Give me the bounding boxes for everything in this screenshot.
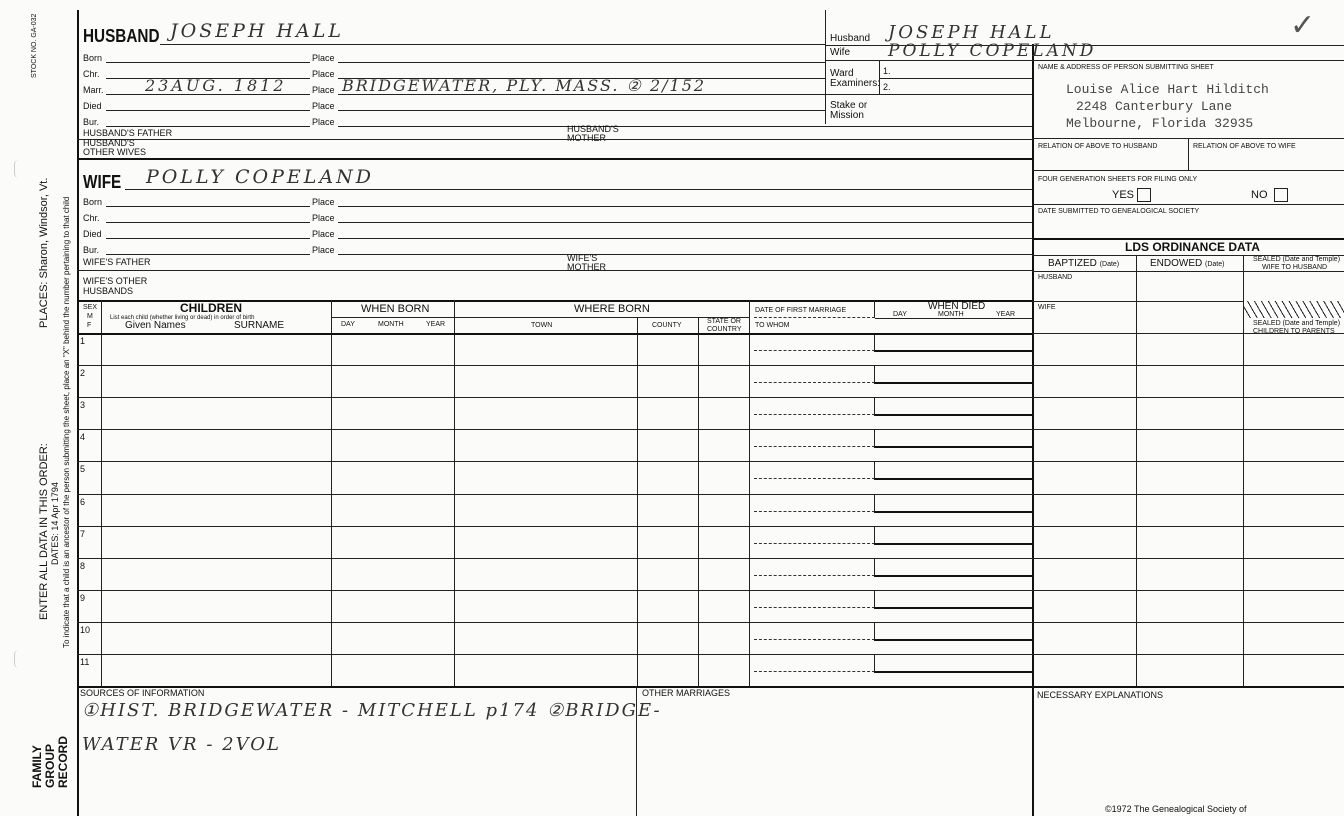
wife-chr-label: Chr.: [83, 213, 100, 223]
wife-died-place-label: Place: [312, 229, 335, 239]
col-state-l1: STATE OR: [707, 318, 741, 325]
wife-died-line: [106, 238, 310, 239]
col-died-year: YEAR: [996, 311, 1016, 318]
col-div-state: [749, 300, 750, 686]
child-row-number: 6: [80, 497, 86, 507]
col-when-died: WHEN DIED: [928, 301, 986, 312]
child-marriage-dash: [754, 511, 875, 512]
punch-hole-bottom: [14, 650, 23, 668]
record-title-line3: RECORD: [56, 735, 70, 788]
lds-baptized-date: (Date): [1099, 261, 1120, 268]
dates-note: DATES: 14 Apr 1794: [50, 482, 60, 565]
husband-born-place-line: [338, 62, 825, 63]
col-div-marriage: [874, 300, 875, 318]
husband-marr-date-handwritten: 23AUG. 1812: [145, 76, 287, 95]
col-sex-f: F: [87, 322, 92, 329]
copyright: ©1972 The Genealogical Society of: [1105, 804, 1247, 814]
wife-mother-label-l2: MOTHER: [567, 262, 606, 272]
husband-chr-place-label: Place: [312, 69, 335, 79]
wife-bur-place-label: Place: [312, 245, 335, 255]
wife-chr-line: [106, 222, 310, 223]
submitter-label: NAME & ADDRESS OF PERSON SUBMITTING SHEET: [1038, 64, 1214, 71]
col-town: TOWN: [531, 322, 553, 329]
date-submitted-label: DATE SUBMITTED TO GENEALOGICAL SOCIETY: [1038, 208, 1200, 215]
wife-born-place-line: [338, 206, 1032, 207]
col-div-town: [637, 317, 638, 686]
husband-born-label: Born: [83, 53, 103, 63]
places-note: PLACES: Sharon, Windsor, Vt.: [38, 177, 50, 328]
ancestor-instruction: To indicate that a child is an ancestor of the person submitting the sheet, place an "X" behind the number pertaining to that child: [62, 196, 71, 648]
lds-sealed-wife-l2: WIFE TO HUSBAND: [1262, 264, 1328, 271]
wife-other-husbands-l1: WIFE'S OTHER: [83, 276, 148, 286]
husband-born-place-label: Place: [312, 53, 335, 63]
child-marriage-dash: [754, 543, 875, 544]
col-born-month: MONTH: [378, 321, 404, 328]
husband-marr-place-label: Place: [312, 85, 335, 95]
husband-mother-label-l2: MOTHER: [567, 133, 606, 143]
wife-born-label: Born: [83, 197, 103, 207]
lds-baptized-label: [1048, 259, 1119, 270]
child-row-number: 4: [80, 432, 86, 442]
child-marriage-dash: [754, 671, 875, 672]
husband-section-bottom: [77, 158, 1032, 160]
husband-marr-place-line: [338, 94, 825, 95]
four-gen-bottom: [1032, 204, 1344, 205]
husband-born-line: [106, 62, 310, 63]
husband-bur-line: [106, 126, 310, 127]
lds-children-top: [1032, 333, 1344, 334]
child-died-field[interactable]: [874, 623, 1033, 641]
no-checkbox[interactable]: [1274, 188, 1288, 202]
child-died-field[interactable]: [874, 366, 1033, 384]
husband-title: HUSBAND: [83, 26, 160, 46]
col-sex-m: M: [87, 313, 93, 320]
when-died-line: [875, 318, 1032, 319]
yes-checkbox[interactable]: [1137, 188, 1151, 202]
child-row-number: 3: [80, 400, 86, 410]
other-marriages-label: OTHER MARRIAGES: [642, 688, 731, 698]
col-born-year: YEAR: [426, 321, 446, 328]
child-row-line: [77, 365, 1344, 366]
relation-bottom: [1032, 170, 1344, 171]
submitter-line1: Louise Alice Hart Hilditch: [1066, 82, 1269, 97]
wife-bur-label: Bur.: [83, 245, 100, 255]
wife-bur-place-line: [338, 254, 1032, 255]
child-died-field[interactable]: [874, 430, 1033, 448]
lds-endowed-text: ENDOWED: [1150, 258, 1203, 269]
husband-name-handwritten: JOSEPH HALL: [170, 20, 344, 42]
husband-bur-label: Bur.: [83, 117, 100, 127]
punch-hole-top: [14, 160, 23, 178]
husband-died-place-label: Place: [312, 101, 335, 111]
child-row-number: 9: [80, 593, 86, 603]
examiners-label: Examiners:: [830, 78, 881, 89]
lds-sealed-children-l2: CHILDREN TO PARENTS: [1253, 328, 1335, 335]
lds-baptized-text: BAPTIZED: [1048, 258, 1097, 269]
child-row-line: [77, 558, 1344, 559]
lds-header-bottom: [1032, 271, 1344, 272]
lds-hatched-cell: [1244, 301, 1344, 318]
lds-endowed-date: (Date): [1205, 261, 1225, 268]
upper-mid-divider: [825, 10, 826, 124]
sources-handwritten-l1: ①HIST. BRIDGEWATER - MITCHELL p174 ②BRIDGE-: [82, 700, 662, 721]
husband-marr-label: Marr.: [83, 85, 104, 95]
lds-sealed-children-l1: SEALED (Date and Temple): [1253, 320, 1341, 327]
child-row-line: [77, 526, 1344, 527]
col-when-born: WHEN BORN: [361, 303, 430, 315]
child-row-number: 8: [80, 561, 86, 571]
footer-div-1: [636, 686, 637, 816]
submitter-line3: Melbourne, Florida 32935: [1066, 116, 1254, 131]
child-died-field[interactable]: [874, 591, 1033, 609]
col-died-month: MONTH: [938, 311, 964, 318]
husband-bur-place-line: [338, 126, 1032, 127]
right-husband-label: Husband: [830, 33, 871, 44]
col-div-year: [454, 300, 455, 686]
col-to-whom: TO WHOM: [755, 322, 790, 329]
child-row-number: 1: [80, 336, 86, 346]
col-county: COUNTY: [652, 322, 682, 329]
child-marriage-dash: [754, 414, 875, 415]
wife-name-handwritten: POLLY COPELAND: [146, 166, 374, 188]
child-marriage-dash: [754, 350, 875, 351]
lds-sealed-wife-l1: SEALED (Date and Temple): [1253, 256, 1341, 263]
husband-marr-place-handwritten: BRIDGEWATER, PLY. MASS. ② 2/152: [342, 76, 707, 95]
child-row-line: [77, 461, 1344, 462]
right-husband-handwritten: JOSEPH HALL: [888, 22, 1055, 43]
examiners-bottom: [825, 94, 1032, 95]
approval-checkmark: ✓: [1290, 8, 1316, 43]
stake-label-l2: Mission: [830, 110, 864, 121]
wife-died-place-line: [338, 238, 1032, 239]
child-died-field[interactable]: [874, 334, 1033, 352]
husband-died-label: Died: [83, 101, 102, 111]
enter-data-order: ENTER ALL DATA IN THIS ORDER:: [38, 443, 50, 620]
first-marriage-dash: [754, 317, 875, 318]
relation-divider: [1188, 138, 1189, 170]
husband-name-line: [160, 44, 825, 45]
examiner-1: 1.: [883, 66, 891, 76]
wife-father-label: WIFE'S FATHER: [83, 257, 151, 267]
left-frame-line: [77, 10, 79, 816]
right-wife-label: Wife: [830, 47, 850, 58]
wife-bur-line: [106, 254, 310, 255]
col-div-names: [331, 300, 332, 686]
child-row-line: [77, 397, 1344, 398]
child-marriage-dash: [754, 382, 875, 383]
lds-wife-label: WIFE: [1038, 304, 1056, 311]
wife-born-place-label: Place: [312, 197, 335, 207]
wife-chr-place-line: [338, 222, 1032, 223]
lds-husband-label: HUSBAND: [1038, 274, 1073, 281]
examiners-divider: [879, 60, 880, 94]
col-state-l2: COUNTRY: [707, 326, 742, 333]
right-wife-handwritten: POLLY COPELAND: [888, 41, 1097, 61]
child-marriage-dash: [754, 639, 875, 640]
child-row-number: 7: [80, 529, 86, 539]
wife-parents-line: [77, 270, 1032, 271]
husband-died-line: [106, 110, 310, 111]
husband-other-wives-l1: HUSBAND'S: [83, 138, 135, 148]
child-marriage-dash: [754, 446, 875, 447]
child-died-field[interactable]: [874, 495, 1033, 513]
col-div-sex: [101, 300, 102, 686]
child-row-line: [77, 494, 1344, 495]
child-row-number: 2: [80, 368, 86, 378]
sources-label: SOURCES OF INFORMATION: [80, 688, 205, 698]
child-row-line: [77, 429, 1344, 430]
col-born-day: DAY: [341, 321, 355, 328]
husband-marr-line: [106, 94, 310, 95]
ward-label: Ward: [830, 68, 854, 79]
husband-died-place-line: [338, 110, 825, 111]
child-row-line: [77, 622, 1344, 623]
wife-name-line: [125, 189, 1032, 190]
relation-husband-label: RELATION OF ABOVE TO HUSBAND: [1038, 143, 1158, 150]
wife-mother-label-l1: WIFE'S: [567, 253, 598, 263]
wife-died-label: Died: [83, 229, 102, 239]
where-born-subline: [455, 317, 750, 318]
wife-title: WIFE: [83, 172, 122, 192]
col-sex-label: SEX: [83, 304, 98, 311]
examiner-2: 2.: [883, 82, 891, 92]
wife-born-line: [106, 206, 310, 207]
child-died-field[interactable]: [874, 462, 1033, 480]
lds-title: LDS ORDINANCE DATA: [1125, 240, 1260, 254]
child-row-line: [77, 590, 1344, 591]
yes-label: YES: [1112, 189, 1135, 201]
child-row-number: 5: [80, 464, 86, 474]
col-given-names: Given Names: [125, 320, 186, 331]
children-header-bottom: [77, 333, 1032, 335]
husband-parents-line: [77, 139, 1032, 140]
child-row-line: [77, 654, 1344, 655]
child-died-field[interactable]: [874, 559, 1033, 577]
wife-other-husbands-l2: HUSBANDS: [83, 286, 134, 296]
submitter-line2: 2248 Canterbury Lane: [1076, 99, 1233, 114]
record-title-line1: FAMILY: [30, 745, 44, 788]
right-wife-line: [825, 60, 1344, 61]
col-first-marriage: DATE OF FIRST MARRIAGE: [755, 307, 847, 314]
child-marriage-dash: [754, 607, 875, 608]
husband-chr-label: Chr.: [83, 69, 100, 79]
husband-father-label: HUSBAND'S FATHER: [83, 128, 173, 138]
col-children-subtitle: List each child (whether living or dead) in order of birth: [110, 315, 255, 321]
sources-handwritten-l2: WATER VR - 2VOL: [82, 734, 281, 755]
child-marriage-dash: [754, 575, 875, 576]
husband-other-wives-l2: OTHER WIVES: [83, 147, 147, 157]
col-where-born: WHERE BORN: [574, 303, 650, 315]
relation-wife-label: RELATION OF ABOVE TO WIFE: [1193, 143, 1296, 150]
child-died-field[interactable]: [874, 655, 1033, 673]
stake-label-l1: Stake or: [830, 100, 868, 111]
explanations-label: NECESSARY EXPLANATIONS: [1037, 690, 1164, 700]
child-died-field[interactable]: [874, 398, 1033, 416]
col-died-day: DAY: [893, 311, 907, 318]
record-title-line2: GROUP: [43, 743, 57, 788]
examiner-mid-line: [879, 78, 1032, 79]
child-row-number: 11: [80, 657, 90, 667]
child-died-field[interactable]: [874, 527, 1033, 545]
child-row-number: 10: [80, 625, 91, 635]
wife-chr-place-label: Place: [312, 213, 335, 223]
four-generation-label: FOUR GENERATION SHEETS FOR FILING ONLY: [1038, 176, 1198, 183]
child-marriage-dash: [754, 478, 875, 479]
husband-mother-label-l1: HUSBAND'S: [567, 124, 619, 134]
lds-endowed-label: [1150, 259, 1224, 270]
no-label: NO: [1251, 189, 1268, 201]
stock-number: STOCK NO. GA-032: [31, 13, 38, 78]
when-born-subline: [332, 317, 455, 318]
col-children-title: CHILDREN: [180, 301, 242, 315]
husband-bur-place-label: Place: [312, 117, 335, 127]
col-div-county: [698, 317, 699, 686]
col-surname: SURNAME: [234, 320, 285, 331]
